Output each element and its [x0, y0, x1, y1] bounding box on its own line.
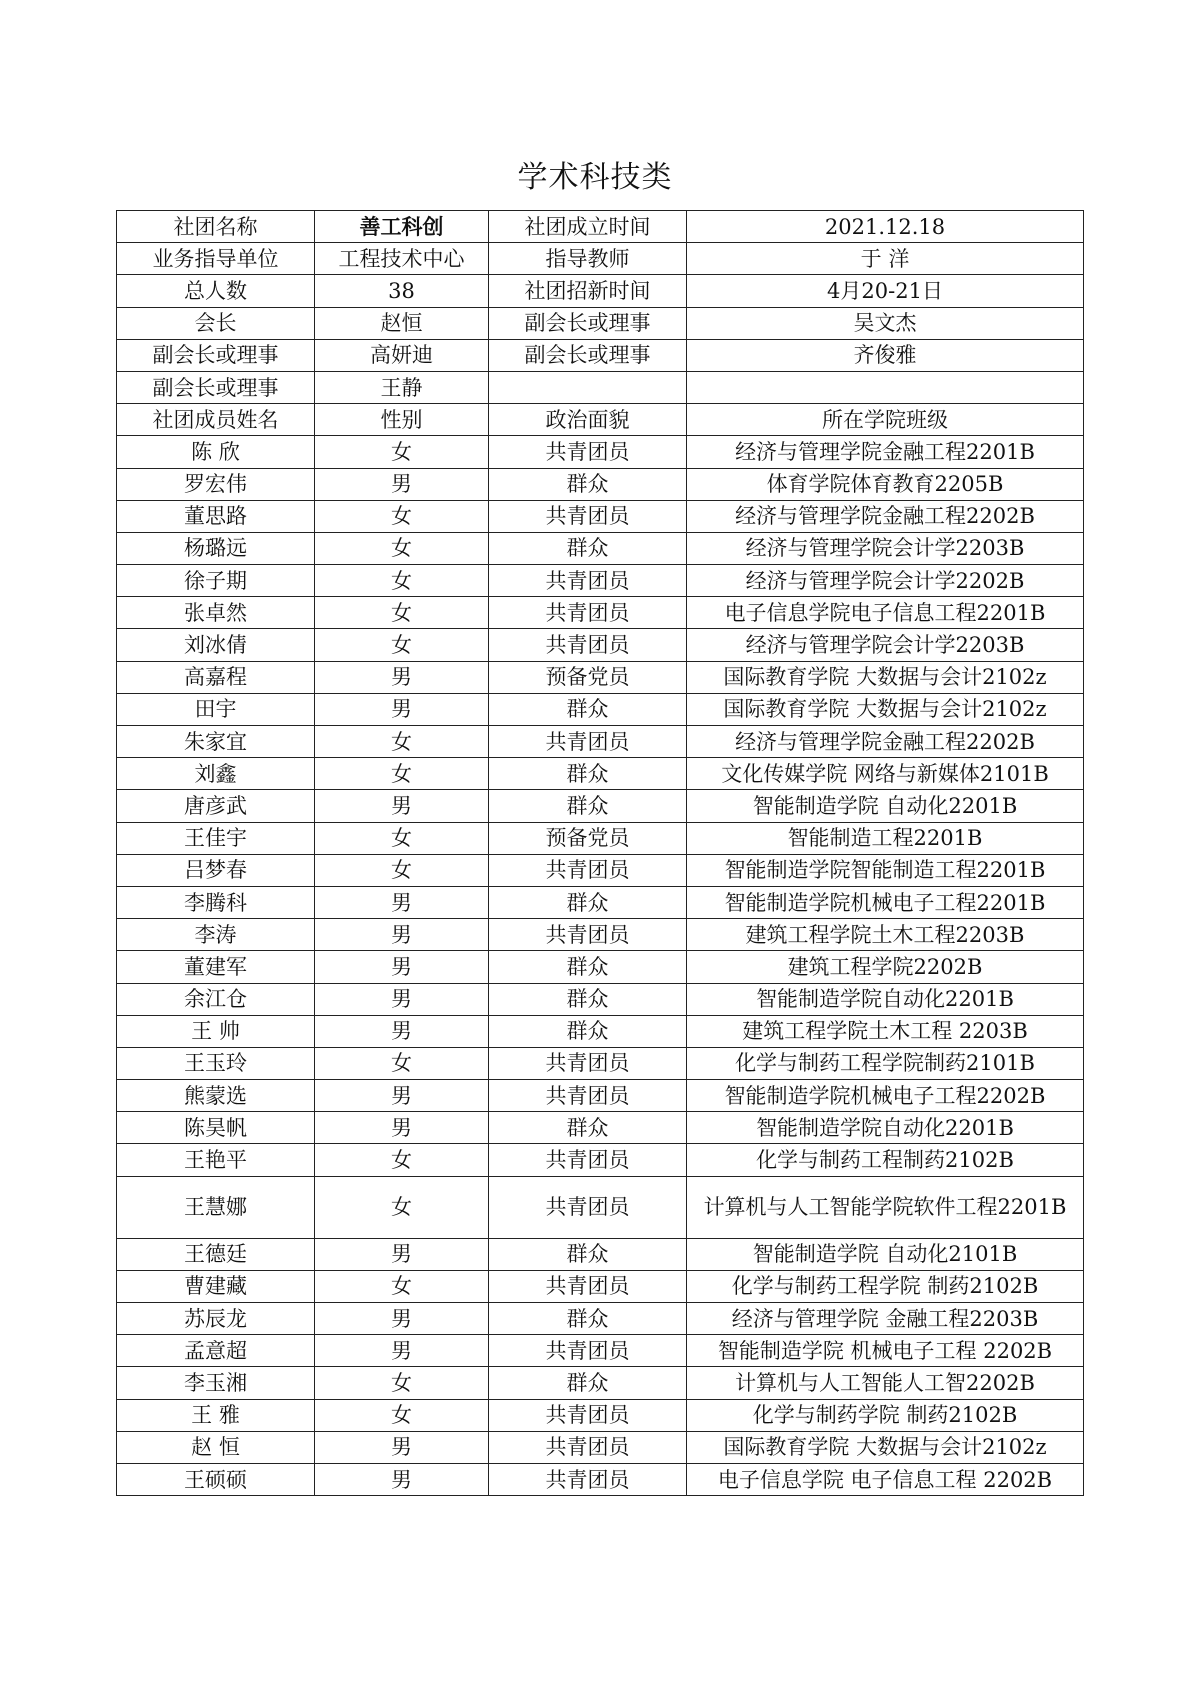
table-row — [117, 1176, 1084, 1238]
member-political-status: 群众 — [489, 532, 687, 564]
member-college-class: 经济与管理学院 金融工程2203B — [687, 1303, 1084, 1335]
member-name: 李腾科 — [117, 886, 315, 918]
member-gender: 女 — [315, 500, 489, 532]
label-founded-date: 社团成立时间 — [489, 211, 687, 243]
member-college-class: 文化传媒学院 网络与新媒体2101B — [687, 758, 1084, 790]
header-political-status: 政治面貌 — [489, 404, 687, 436]
table-row — [117, 822, 1084, 854]
member-gender: 女 — [315, 629, 489, 661]
member-college-class: 智能制造学院自动化2201B — [687, 983, 1084, 1015]
member-gender: 男 — [315, 468, 489, 500]
member-name: 杨璐远 — [117, 532, 315, 564]
member-college-class: 经济与管理学院会计学2202B — [687, 565, 1084, 597]
member-gender: 女 — [315, 822, 489, 854]
member-name: 刘冰倩 — [117, 629, 315, 661]
member-gender: 女 — [315, 532, 489, 564]
table-row — [117, 565, 1084, 597]
table-row — [117, 1270, 1084, 1302]
member-college-class: 经济与管理学院会计学2203B — [687, 629, 1084, 661]
member-political-status: 群众 — [489, 468, 687, 500]
table-row — [117, 1144, 1084, 1176]
table-row — [117, 886, 1084, 918]
member-college-class: 化学与制药工程学院 制药2102B — [687, 1270, 1084, 1302]
member-college-class: 智能制造学院机械电子工程2202B — [687, 1080, 1084, 1112]
member-gender: 女 — [315, 758, 489, 790]
member-name: 王 帅 — [117, 1015, 315, 1047]
member-political-status: 群众 — [489, 1112, 687, 1144]
member-political-status: 共青团员 — [489, 854, 687, 886]
member-gender: 女 — [315, 726, 489, 758]
member-name: 苏辰龙 — [117, 1303, 315, 1335]
member-political-status: 共青团员 — [489, 1463, 687, 1495]
club-name: 善工科创 — [315, 211, 489, 243]
member-name: 唐彦武 — [117, 790, 315, 822]
table-row — [117, 468, 1084, 500]
member-political-status: 预备党员 — [489, 822, 687, 854]
member-gender: 男 — [315, 1303, 489, 1335]
table-row — [117, 629, 1084, 661]
label-vice-president: 副会长或理事 — [489, 339, 687, 371]
member-college-class: 电子信息学院 电子信息工程 2202B — [687, 1463, 1084, 1495]
member-college-class: 体育学院体育教育2205B — [687, 468, 1084, 500]
member-college-class: 国际教育学院 大数据与会计2102z — [687, 693, 1084, 725]
member-name: 刘鑫 — [117, 758, 315, 790]
member-college-class: 智能制造学院自动化2201B — [687, 1112, 1084, 1144]
member-college-class: 经济与管理学院金融工程2202B — [687, 500, 1084, 532]
member-name: 陈 欣 — [117, 436, 315, 468]
member-gender: 男 — [315, 1335, 489, 1367]
member-header-row — [117, 404, 1084, 436]
member-name: 王德廷 — [117, 1238, 315, 1270]
member-college-class: 经济与管理学院金融工程2201B — [687, 436, 1084, 468]
member-political-status: 群众 — [489, 1238, 687, 1270]
label-vice-president: 副会长或理事 — [489, 307, 687, 339]
member-name: 王玉玲 — [117, 1047, 315, 1079]
member-political-status: 共青团员 — [489, 629, 687, 661]
member-gender: 女 — [315, 1367, 489, 1399]
member-college-class: 智能制造学院 机械电子工程 2202B — [687, 1335, 1084, 1367]
member-political-status: 群众 — [489, 1015, 687, 1047]
member-political-status: 共青团员 — [489, 919, 687, 951]
table-row — [117, 693, 1084, 725]
member-gender: 男 — [315, 983, 489, 1015]
member-political-status: 群众 — [489, 790, 687, 822]
info-row — [117, 339, 1084, 371]
member-name: 王艳平 — [117, 1144, 315, 1176]
label-vice-president: 副会长或理事 — [117, 339, 315, 371]
table-row — [117, 1015, 1084, 1047]
empty-cell — [489, 371, 687, 403]
table-row — [117, 790, 1084, 822]
table-row — [117, 1238, 1084, 1270]
table-row — [117, 1399, 1084, 1431]
member-college-class: 计算机与人工智能人工智2202B — [687, 1367, 1084, 1399]
label-president: 会长 — [117, 307, 315, 339]
supervising-unit: 工程技术中心 — [315, 243, 489, 275]
member-gender: 男 — [315, 790, 489, 822]
member-gender: 男 — [315, 1015, 489, 1047]
member-gender: 女 — [315, 565, 489, 597]
table-row — [117, 436, 1084, 468]
member-name: 李玉湘 — [117, 1367, 315, 1399]
table-row — [117, 1335, 1084, 1367]
member-college-class: 智能制造学院智能制造工程2201B — [687, 854, 1084, 886]
member-gender: 女 — [315, 436, 489, 468]
vice-president: 齐俊雅 — [687, 339, 1084, 371]
member-college-class: 化学与制药工程学院制药2101B — [687, 1047, 1084, 1079]
member-name: 张卓然 — [117, 597, 315, 629]
member-political-status: 共青团员 — [489, 436, 687, 468]
member-political-status: 共青团员 — [489, 1176, 687, 1238]
table-row — [117, 1367, 1084, 1399]
member-gender: 男 — [315, 1238, 489, 1270]
member-college-class: 智能制造工程2201B — [687, 822, 1084, 854]
member-gender: 女 — [315, 597, 489, 629]
table-row — [117, 661, 1084, 693]
vice-president: 王静 — [315, 371, 489, 403]
table-row — [117, 854, 1084, 886]
member-gender: 男 — [315, 693, 489, 725]
member-college-class: 建筑工程学院土木工程2203B — [687, 919, 1084, 951]
founded-date: 2021.12.18 — [687, 211, 1084, 243]
member-college-class: 国际教育学院 大数据与会计2102z — [687, 661, 1084, 693]
advisor: 于 洋 — [687, 243, 1084, 275]
member-gender: 男 — [315, 919, 489, 951]
member-political-status: 共青团员 — [489, 726, 687, 758]
member-name: 董建军 — [117, 951, 315, 983]
member-name: 吕梦春 — [117, 854, 315, 886]
member-college-class: 经济与管理学院会计学2203B — [687, 532, 1084, 564]
member-college-class: 智能制造学院机械电子工程2201B — [687, 886, 1084, 918]
member-political-status: 共青团员 — [489, 1144, 687, 1176]
info-row — [117, 243, 1084, 275]
member-political-status: 群众 — [489, 886, 687, 918]
label-total-members: 总人数 — [117, 275, 315, 307]
member-college-class: 化学与制药工程制药2102B — [687, 1144, 1084, 1176]
member-gender: 男 — [315, 886, 489, 918]
member-political-status: 群众 — [489, 951, 687, 983]
member-gender: 女 — [315, 854, 489, 886]
member-name: 高嘉程 — [117, 661, 315, 693]
table-row — [117, 919, 1084, 951]
member-political-status: 群众 — [489, 693, 687, 725]
header-gender: 性别 — [315, 404, 489, 436]
member-political-status: 群众 — [489, 1367, 687, 1399]
member-political-status: 共青团员 — [489, 565, 687, 597]
table-row — [117, 1431, 1084, 1463]
member-gender: 女 — [315, 1144, 489, 1176]
table-row — [117, 500, 1084, 532]
info-row — [117, 307, 1084, 339]
member-gender: 男 — [315, 1080, 489, 1112]
member-name: 熊蒙选 — [117, 1080, 315, 1112]
member-college-class: 国际教育学院 大数据与会计2102z — [687, 1431, 1084, 1463]
member-college-class: 建筑工程学院土木工程 2203B — [687, 1015, 1084, 1047]
member-college-class: 电子信息学院电子信息工程2201B — [687, 597, 1084, 629]
roster-body — [117, 211, 1084, 1496]
member-college-class: 建筑工程学院2202B — [687, 951, 1084, 983]
member-name: 朱家宜 — [117, 726, 315, 758]
member-political-status: 共青团员 — [489, 597, 687, 629]
label-club-name: 社团名称 — [117, 211, 315, 243]
member-political-status: 共青团员 — [489, 1080, 687, 1112]
table-row — [117, 726, 1084, 758]
label-vice-president: 副会长或理事 — [117, 371, 315, 403]
member-name: 王 雅 — [117, 1399, 315, 1431]
member-name: 余江仓 — [117, 983, 315, 1015]
info-row — [117, 371, 1084, 403]
total-members: 38 — [315, 275, 489, 307]
member-gender: 男 — [315, 1112, 489, 1144]
info-row — [117, 275, 1084, 307]
member-political-status: 群众 — [489, 758, 687, 790]
member-gender: 男 — [315, 661, 489, 693]
recruit-time: 4月20-21日 — [687, 275, 1084, 307]
member-name: 徐子期 — [117, 565, 315, 597]
member-political-status: 共青团员 — [489, 1399, 687, 1431]
member-political-status: 共青团员 — [489, 1335, 687, 1367]
member-name: 田宇 — [117, 693, 315, 725]
table-row — [117, 1463, 1084, 1495]
member-name: 曹建藏 — [117, 1270, 315, 1302]
member-name: 王佳宇 — [117, 822, 315, 854]
member-name: 董思路 — [117, 500, 315, 532]
member-name: 孟意超 — [117, 1335, 315, 1367]
club-roster-table — [116, 210, 1084, 1496]
member-name: 罗宏伟 — [117, 468, 315, 500]
member-gender: 男 — [315, 951, 489, 983]
header-member-name: 社团成员姓名 — [117, 404, 315, 436]
president: 赵恒 — [315, 307, 489, 339]
label-recruit-time: 社团招新时间 — [489, 275, 687, 307]
label-advisor: 指导教师 — [489, 243, 687, 275]
member-political-status: 预备党员 — [489, 661, 687, 693]
member-college-class: 智能制造学院 自动化2101B — [687, 1238, 1084, 1270]
member-political-status: 群众 — [489, 1303, 687, 1335]
member-college-class: 计算机与人工智能学院软件工程2201B — [687, 1176, 1084, 1238]
member-political-status: 共青团员 — [489, 500, 687, 532]
member-college-class: 智能制造学院 自动化2201B — [687, 790, 1084, 822]
table-row — [117, 1303, 1084, 1335]
table-row — [117, 597, 1084, 629]
table-row — [117, 758, 1084, 790]
empty-cell — [687, 371, 1084, 403]
member-political-status: 共青团员 — [489, 1047, 687, 1079]
vice-president: 高妍迪 — [315, 339, 489, 371]
member-gender: 男 — [315, 1431, 489, 1463]
member-political-status: 共青团员 — [489, 1431, 687, 1463]
page-title: 学术科技类 — [517, 160, 673, 195]
member-gender: 女 — [315, 1047, 489, 1079]
table-row — [117, 1112, 1084, 1144]
member-name: 王硕硕 — [117, 1463, 315, 1495]
table-row — [117, 532, 1084, 564]
table-row — [117, 1080, 1084, 1112]
member-college-class: 经济与管理学院金融工程2202B — [687, 726, 1084, 758]
member-gender: 女 — [315, 1270, 489, 1302]
member-name: 王慧娜 — [117, 1176, 315, 1238]
member-gender: 女 — [315, 1399, 489, 1431]
table-row — [117, 1047, 1084, 1079]
header-college-class: 所在学院班级 — [687, 404, 1084, 436]
vice-president: 吴文杰 — [687, 307, 1084, 339]
member-name: 李涛 — [117, 919, 315, 951]
member-gender: 女 — [315, 1176, 489, 1238]
member-gender: 男 — [315, 1463, 489, 1495]
member-political-status: 群众 — [489, 983, 687, 1015]
table-row — [117, 951, 1084, 983]
member-political-status: 共青团员 — [489, 1270, 687, 1302]
member-name: 赵 恒 — [117, 1431, 315, 1463]
label-supervising-unit: 业务指导单位 — [117, 243, 315, 275]
info-row — [117, 211, 1084, 243]
member-college-class: 化学与制药学院 制药2102B — [687, 1399, 1084, 1431]
table-row — [117, 983, 1084, 1015]
member-name: 陈昊帆 — [117, 1112, 315, 1144]
